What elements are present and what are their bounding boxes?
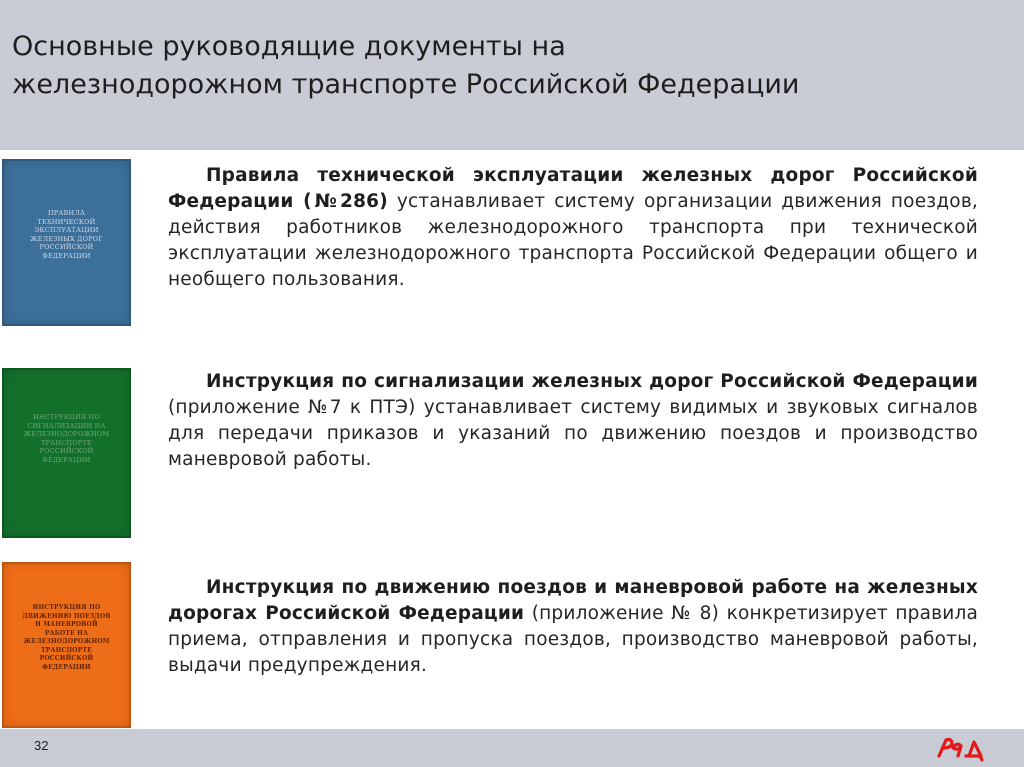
slide-title-line-2: железнодорожном транспорте Российской Федерации — [12, 69, 800, 100]
page-number: 32 — [34, 738, 49, 753]
document-description — [168, 575, 978, 679]
book-cover-train-movement — [2, 562, 131, 728]
slide-title-line-1: Основные руководящие документы на — [12, 31, 566, 62]
book-cover-signals — [2, 368, 131, 538]
document-text: (приложение №7 к ПТЭ) устанавливает систему видимых и звуковых сигналов для передачи приказов и указаний по движению поездов и производство маневровой работы. — [168, 397, 978, 470]
document-name: Правила технической эксплуатации железных дорог Российской Федерации (№286) — [168, 165, 978, 212]
document-description — [168, 369, 978, 473]
slide-title — [12, 28, 1002, 104]
document-description — [168, 163, 978, 293]
book-cover-text: ИНСТРУКЦИЯ ПО СИГНАЛИЗАЦИИ НА ЖЕЛЕЗНОДОРОЖНОМ ТРАНСПОРТЕ РОССИЙСКОЙ ФЕДЕРАЦИИ — [23, 413, 110, 464]
book-cover-text: ИНСТРУКЦИЯ ПО ДВИЖЕНИЮ ПОЕЗДОВ И МАНЕВРОВОЙ РАБОТЕ НА ЖЕЛЕЗНОДОРОЖНОМ ТРАНСПОРТЕ РОССИЙСКОЙ ФЕДЕРАЦИИ — [22, 604, 111, 671]
rzd-logo-icon — [936, 732, 988, 762]
document-text: (приложение № 8) конкретизирует правила приема, отправления и пропуска поездов, производство маневровой работы, выдачи предупреждения. — [168, 603, 979, 676]
title-bar — [0, 0, 1024, 150]
book-cover-text: ПРАВИЛА ТЕХНИЧЕСКОЙ ЭКСПЛУАТАЦИИ ЖЕЛЕЗНЫХ ДОРОГ РОССИЙСКОЙ ФЕДЕРАЦИИ — [30, 209, 103, 260]
document-name: Инструкция по сигнализации железных дорог Российской Федерации — [206, 371, 978, 392]
document-text: устанавливает систему организации движения поездов, действия работников железнодорожного транспорта при технической эксплуатации железнодорожного транспорта Российской Федерации общего и необщего пользования. — [168, 191, 979, 290]
document-name: Инструкция по движению поездов и маневровой работе на железных дорогах Российской Федерации — [168, 577, 978, 624]
book-cover-pte — [2, 159, 131, 326]
footer-bar — [0, 729, 1024, 767]
